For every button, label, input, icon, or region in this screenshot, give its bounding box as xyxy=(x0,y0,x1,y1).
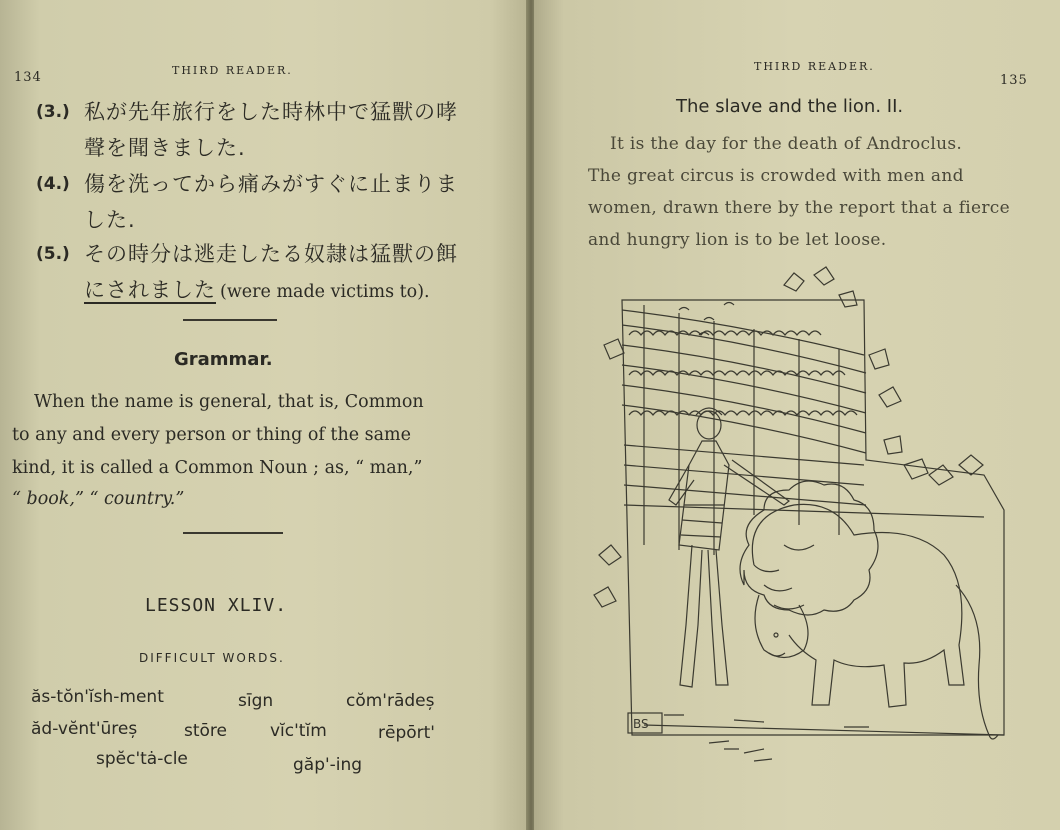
vocabulary-word: sīgn xyxy=(238,691,274,711)
japanese-sentence-line: 私が先年旅行をした時林中で猛獸の哮 xyxy=(84,100,458,124)
sentence-number: (5.) xyxy=(36,244,70,264)
left-page xyxy=(0,0,528,830)
grammar-text-line: When the name is general, that is, Common xyxy=(34,392,424,412)
vocabulary-word: spĕc'tȧ-cle xyxy=(96,749,188,769)
vocabulary-word: ăs-tŏn'ĭsh-ment xyxy=(31,687,164,707)
vocabulary-word: vĭc'tĭm xyxy=(270,721,327,741)
grammar-text-line: kind, it is called a Common Noun ; as, “ man,” xyxy=(12,458,423,478)
divider-rule xyxy=(183,319,277,321)
story-text-line: The great circus is crowded with men and xyxy=(588,166,964,186)
japanese-sentence-line: した. xyxy=(84,208,136,232)
japanese-sentence-line: 聲を聞きました. xyxy=(84,136,246,160)
lesson-title: LESSON XLIV. xyxy=(145,595,288,616)
page-number: 134 xyxy=(14,70,42,85)
page-number: 135 xyxy=(1000,73,1028,88)
grammar-text-line: “ book,” “ country.” xyxy=(12,489,185,509)
story-title: The slave and the lion. II. xyxy=(676,96,904,117)
story-text-line: and hungry lion is to be let loose. xyxy=(588,230,887,250)
japanese-sentence-line: その時分は逃走したる奴隷は猛獸の餌 xyxy=(84,242,458,266)
sentence-number: (4.) xyxy=(36,174,70,194)
english-gloss: (were made victims to). xyxy=(220,282,430,302)
divider-rule xyxy=(183,532,283,534)
vocabulary-word: ăd-vĕnt'ūreș xyxy=(31,719,138,739)
story-text-line: women, drawn there by the report that a fierce xyxy=(588,198,1010,218)
right-page xyxy=(534,0,1060,830)
sentence-continuation xyxy=(84,274,430,304)
vocabulary-word: rēpōrt' xyxy=(378,723,435,743)
running-head: THIRD READER. xyxy=(754,60,875,73)
difficult-words-heading: DIFFICULT WORDS. xyxy=(139,651,285,665)
illustrator-monogram: BS xyxy=(633,717,649,731)
sentence-number: (3.) xyxy=(36,102,70,122)
japanese-underlined-phrase: にされました xyxy=(84,278,216,302)
story-text-line: It is the day for the death of Androclus. xyxy=(610,134,963,154)
vocabulary-word: găp'-ing xyxy=(293,755,363,775)
grammar-heading: Grammar. xyxy=(174,349,273,370)
vocabulary-word: cŏm'rādeș xyxy=(346,691,435,711)
slave-and-lion-illustration xyxy=(584,265,1044,775)
vocabulary-word: stōre xyxy=(184,721,227,741)
japanese-sentence-line: 傷を洗ってから痛みがすぐに止まりま xyxy=(84,172,458,196)
grammar-text-line: to any and every person or thing of the same xyxy=(12,425,412,445)
running-head: THIRD READER. xyxy=(172,64,293,77)
